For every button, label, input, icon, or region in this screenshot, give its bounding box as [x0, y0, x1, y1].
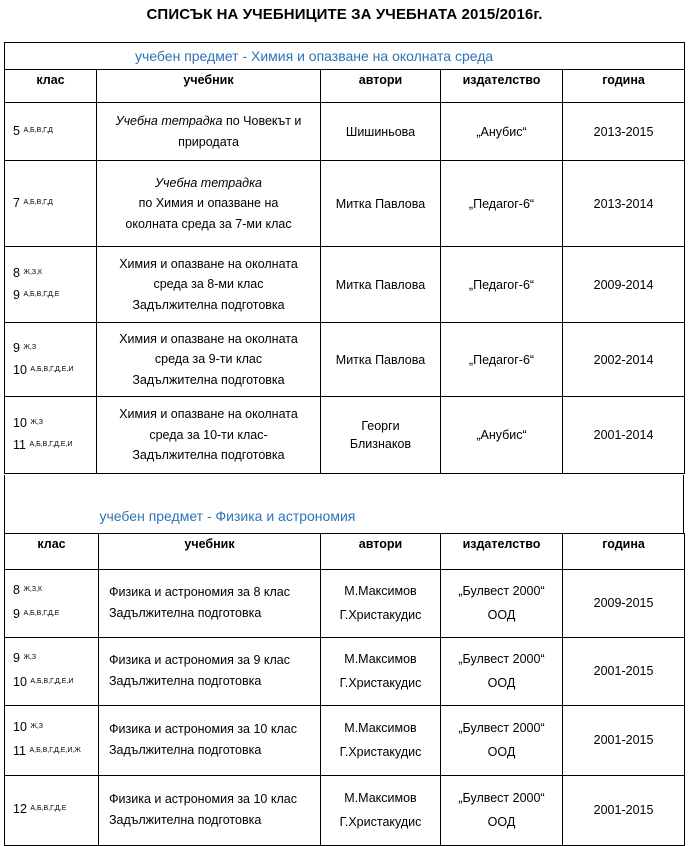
textbook-text: Задължителна подготовка — [109, 743, 262, 757]
header-uchebnik: учебник — [97, 70, 321, 103]
class-entry — [13, 720, 98, 736]
cell-author — [321, 569, 441, 637]
class-letters: Ж,З — [23, 343, 37, 351]
textbook-text: среда за 9-ти клас — [154, 352, 263, 367]
publisher-line: „Анубис“ — [476, 124, 527, 139]
textbook-line — [97, 425, 320, 446]
table-row — [5, 637, 685, 705]
cell-publisher — [441, 247, 563, 323]
textbook-line — [109, 789, 320, 810]
class-letters: А,Б,В,Г,Д,Е — [23, 290, 60, 298]
header-avtori: автори — [321, 70, 441, 103]
class-letters: Ж,З — [30, 723, 44, 731]
textbook-line — [109, 810, 320, 831]
cell-author — [321, 161, 441, 247]
table-header-row — [5, 533, 685, 569]
textbook-text: Задължителна подготовка — [109, 813, 262, 827]
header-klas: клас — [5, 533, 99, 569]
class-entry — [13, 266, 96, 282]
class-number: 10 — [13, 362, 27, 377]
textbook-text: Задължителна подготовка — [109, 606, 262, 620]
class-number: 10 — [13, 675, 27, 689]
table-row — [5, 705, 685, 775]
header-godina: година — [563, 70, 685, 103]
header-klas: клас — [5, 70, 97, 103]
class-entry — [13, 363, 96, 379]
publisher-line: „Булвест 2000“ — [458, 652, 545, 666]
publisher-line: ООД — [487, 608, 516, 622]
chemistry-table — [4, 42, 685, 474]
class-letters: А,Б,В,Г,Д,Е,И — [29, 441, 73, 448]
cell-textbook — [97, 397, 321, 474]
class-letters: Ж,З — [23, 654, 37, 662]
class-number: 8 — [13, 583, 20, 598]
cell-textbook — [97, 247, 321, 323]
cell-publisher — [441, 637, 563, 705]
class-entry — [13, 124, 96, 140]
class-entry — [13, 288, 96, 304]
class-number: 8 — [13, 265, 20, 280]
textbook-line — [97, 370, 320, 391]
class-entry — [13, 196, 96, 212]
textbook-line — [97, 329, 320, 350]
textbook-line — [109, 671, 320, 692]
table-row — [5, 569, 685, 637]
cell-klas — [5, 247, 97, 323]
class-number: 9 — [13, 607, 20, 621]
class-entry — [13, 651, 98, 667]
textbook-text: Задължителна подготовка — [132, 372, 285, 387]
cell-textbook — [99, 637, 321, 705]
author-line: М.Максимов — [344, 652, 417, 666]
cell-author — [321, 637, 441, 705]
cell-textbook — [97, 161, 321, 247]
cell-publisher — [441, 397, 563, 474]
cell-textbook — [97, 103, 321, 161]
class-entry — [13, 802, 98, 818]
textbook-line — [97, 445, 320, 466]
cell-author — [321, 323, 441, 397]
class-letters: А,Б,В,Г,Д,Е,И — [30, 678, 74, 685]
class-number: 9 — [13, 651, 20, 666]
author-line: Георги — [361, 419, 400, 433]
textbook-line — [97, 349, 320, 370]
cell-year: 2001-2015 — [563, 705, 685, 775]
author-line: Г.Христакудис — [339, 745, 422, 759]
class-letters: А,Б,В,Г,Д,Е — [23, 610, 60, 617]
class-letters: А,Б,В,Г,Д,Е — [30, 805, 67, 813]
class-number: 10 — [13, 720, 27, 735]
class-letters: Ж,З — [30, 419, 44, 427]
cell-textbook — [99, 775, 321, 845]
cell-year: 2013-2015 — [563, 103, 685, 161]
cell-year: 2009-2015 — [563, 569, 685, 637]
cell-publisher — [441, 103, 563, 161]
class-letters: Ж,З,К — [23, 268, 43, 276]
textbook-line — [109, 719, 320, 740]
textbook-line — [109, 603, 320, 624]
class-number: 10 — [13, 416, 27, 431]
header-izdatelstvo: издателство — [441, 533, 563, 569]
textbook-line — [97, 254, 320, 275]
textbook-line — [97, 295, 320, 316]
textbook-text: Химия и опазване на околната — [119, 331, 298, 346]
class-number: 9 — [13, 340, 20, 355]
cell-author — [321, 775, 441, 845]
textbook-text: Задължителна подготовка — [132, 448, 285, 463]
author-line: М.Максимов — [344, 721, 417, 735]
textbook-text: природата — [178, 134, 239, 149]
textbook-text: околната среда за 7-ми клас — [125, 216, 292, 231]
table-header-row — [5, 70, 685, 103]
textbook-text: по Химия и опазване на — [138, 196, 279, 211]
cell-author — [321, 247, 441, 323]
cell-klas — [5, 775, 99, 845]
textbook-text: по Човекът и — [222, 113, 302, 128]
table-row — [5, 775, 685, 845]
author-line: Митка Павлова — [335, 196, 426, 211]
textbook-line — [97, 193, 320, 214]
textbook-text: Физика и астрономия за 8 клас — [109, 585, 291, 600]
cell-year: 2002-2014 — [563, 323, 685, 397]
textbook-line — [97, 132, 320, 153]
table-row — [5, 397, 685, 474]
class-entry — [13, 607, 98, 623]
class-number: 5 — [13, 123, 20, 138]
textbook-line — [97, 111, 320, 132]
class-letters: А,Б,В,Г,Д,Е,И,Ж — [29, 747, 81, 754]
subject-label: учебен предмет - Физика и астрономия — [99, 508, 356, 525]
textbook-text: Физика и астрономия за 10 клас — [109, 792, 297, 807]
publisher-line: „Анубис“ — [476, 428, 527, 442]
cell-textbook — [99, 569, 321, 637]
author-line: Шишиньова — [345, 124, 416, 139]
cell-year: 2013-2014 — [563, 161, 685, 247]
cell-klas — [5, 323, 97, 397]
cell-klas — [5, 569, 99, 637]
cell-textbook — [99, 705, 321, 775]
table-row — [5, 247, 685, 323]
header-uchebnik: учебник — [99, 533, 321, 569]
cell-author — [321, 103, 441, 161]
author-line: Г.Христакудис — [339, 815, 422, 829]
author-line: Близнаков — [349, 437, 412, 451]
physics-table — [4, 500, 685, 846]
textbook-line — [97, 214, 320, 235]
subject-label: учебен предмет - Химия и опазване на околната среда — [135, 48, 494, 64]
textbook-line — [109, 650, 320, 671]
class-number: 12 — [13, 802, 27, 817]
author-line: Г.Христакудис — [339, 676, 422, 690]
class-entry — [13, 438, 96, 454]
textbook-text: Задължителна подготовка — [109, 674, 262, 688]
cell-author — [321, 397, 441, 474]
cell-publisher — [441, 323, 563, 397]
class-number: 11 — [13, 438, 26, 452]
header-avtori: автори — [321, 533, 441, 569]
header-izdatelstvo: издателство — [441, 70, 563, 103]
textbook-line — [97, 173, 320, 194]
table-row — [5, 161, 685, 247]
class-letters: А,Б,В,Г,Д,Е,И — [30, 365, 74, 373]
table-row — [5, 103, 685, 161]
publisher-line: „Булвест 2000“ — [458, 721, 545, 735]
page-title: СПИСЪК НА УЧЕБНИЦИТЕ ЗА УЧЕБНАТА 2015/2016г. — [146, 6, 543, 23]
textbook-line — [97, 274, 320, 295]
class-entry — [13, 583, 98, 599]
class-entry — [13, 675, 98, 691]
author-line: Г.Христакудис — [339, 608, 422, 622]
cell-year: 2001-2014 — [563, 397, 685, 474]
subject-heading — [5, 43, 685, 70]
cell-klas — [5, 397, 97, 474]
publisher-line: „Педагог-6“ — [468, 277, 535, 292]
textbook-text: Химия и опазване на околната — [119, 407, 298, 422]
textbook-text: Физика и астрономия за 10 клас — [109, 722, 297, 737]
class-letters: Ж,З,К — [23, 586, 43, 594]
class-number: 9 — [13, 287, 20, 302]
publisher-line: „Педагог-6“ — [468, 352, 535, 367]
cell-year: 2009-2014 — [563, 247, 685, 323]
author-line: Митка Павлова — [335, 352, 426, 367]
cell-year: 2001-2015 — [563, 637, 685, 705]
publisher-line: ООД — [487, 815, 516, 829]
class-entry — [13, 416, 96, 432]
subject-heading — [5, 500, 685, 533]
cell-publisher — [441, 161, 563, 247]
cell-klas — [5, 637, 99, 705]
cell-textbook — [97, 323, 321, 397]
cell-year: 2001-2015 — [563, 775, 685, 845]
textbook-line — [97, 404, 320, 425]
textbook-line — [109, 740, 320, 761]
class-number: 7 — [13, 195, 20, 210]
publisher-line: ООД — [487, 676, 516, 690]
textbook-text: Химия и опазване на околната — [119, 256, 298, 271]
author-line: Митка Павлова — [335, 277, 426, 292]
textbook-line — [109, 582, 320, 603]
textbook-text: среда за 8-ми клас — [153, 277, 264, 292]
textbook-text: Учебна тетрадка — [155, 175, 262, 190]
class-entry — [13, 744, 98, 760]
publisher-line: „Булвест 2000“ — [458, 584, 545, 598]
cell-publisher — [441, 569, 563, 637]
author-line: М.Максимов — [344, 584, 417, 598]
class-number: 11 — [13, 744, 26, 758]
class-entry — [13, 341, 96, 357]
publisher-line: „Булвест 2000“ — [458, 791, 545, 805]
cell-publisher — [441, 705, 563, 775]
author-line: М.Максимов — [344, 791, 417, 805]
textbook-text: Учебна тетрадка — [115, 113, 223, 128]
textbook-text: среда за 10-ти клас- — [149, 427, 268, 442]
cell-publisher — [441, 775, 563, 845]
table-row — [5, 323, 685, 397]
textbook-text: Задължителна подготовка — [132, 297, 285, 312]
class-letters: А,Б,В,Г,Д — [23, 198, 53, 206]
header-godina: година — [563, 533, 685, 569]
cell-klas — [5, 103, 97, 161]
publisher-line: „Педагог-6“ — [468, 196, 535, 211]
cell-klas — [5, 705, 99, 775]
publisher-line: ООД — [487, 745, 516, 759]
cell-klas — [5, 161, 97, 247]
textbook-text: Физика и астрономия за 9 клас — [109, 653, 291, 668]
class-letters: А,Б,В,Г,Д — [23, 126, 53, 134]
cell-author — [321, 705, 441, 775]
